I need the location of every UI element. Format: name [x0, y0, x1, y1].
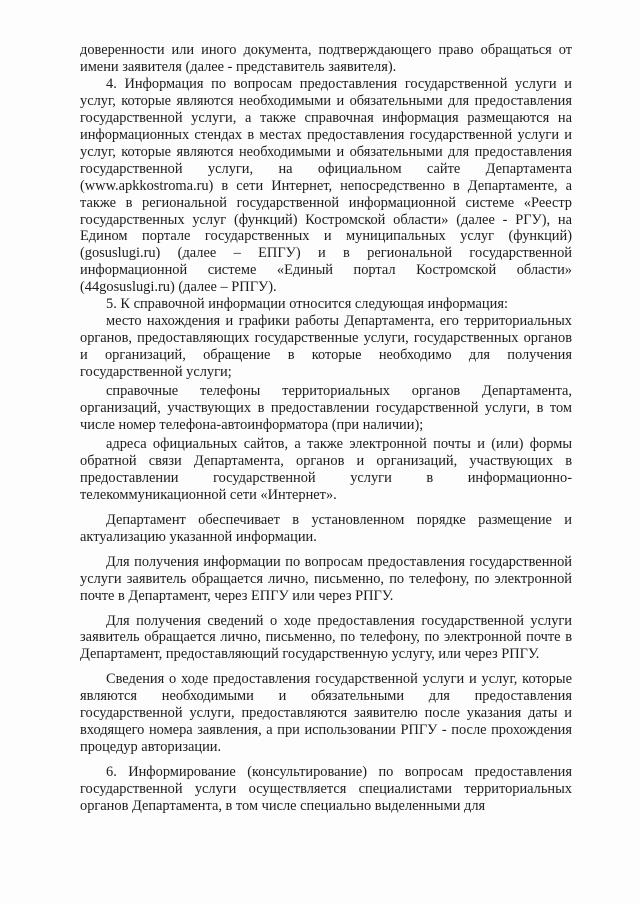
paragraph-progress-details: Сведения о ходе предоставления государственной услуги и услуг, которые являются необходимыми и обязательными для предоставления государственной услуги, предоставляются заявителю после указания даты и входящего номера заявления, а при использовании РПГУ - после прохождения процедур авторизации.	[80, 671, 572, 756]
paragraph-5-reference-info: 5. К справочной информации относится следующая информация:	[106, 296, 508, 313]
paragraph-obtaining-info: Для получения информации по вопросам предоставления государственной услуги заявитель обращается лично, письменно, по телефону, по электронной почте в Департамент, через ЕПГУ или через РПГУ.	[80, 553, 572, 604]
paragraph-department-ensures: Департамент обеспечивает в установленном порядке размещение и актуализацию указанной информации.	[80, 511, 572, 545]
paragraph-websites: адреса официальных сайтов, а также электронной почты и (или) формы обратной связи Департамента, органов и организаций, участвующих в предоставлении государственной услуги в информационно-телекоммуникационной сети «Интернет».	[80, 435, 572, 503]
paragraph-phones: справочные телефоны территориальных органов Департамента, организаций, участвующих в предоставлении государственной услуги, в том числе номер телефона-автоинформатора (при наличии);	[80, 383, 572, 433]
paragraph-representative: доверенности или иного документа, подтверждающего право обращаться от имени заявителя (далее - представитель заявителя).	[80, 42, 572, 75]
paragraph-location-schedule: место нахождения и графики работы Департамента, его территориальных органов, предоставляющих государственные услуги, государственных органов и организаций, обращение в которые необходимо для получения государственной услуги;	[80, 313, 572, 381]
paragraph-6-consulting: 6. Информирование (консультирование) по вопросам предоставления государственной услуги осуществляется специалистами территориальных органов Департамента, в том числе специально выделенными для	[80, 764, 572, 815]
paragraph-4-information-placement: 4. Информация по вопросам предоставления государственной услуги и услуг, которые являются необходимыми и обязательными для предоставления государственной услуги, а также справочная информация размещаются на информационных стендах в местах предоставления государственной услуги и услуг, которые являются необходимыми и обязательными для предоставления государственной услуги, на официальном сайте Департамента (www.apkkostroma.ru) в сети Интернет, непосредственно в Департаменте, а также в региональной государственной информационной системе «Реестр государственных услуг (функций) Костромской области» (далее - РГУ), на Едином портале государственных и муниципальных услуг (функций) (gosuslugi.ru) (далее – ЕПГУ) и в региональной государственной информационной системе «Единый портал Костромской области» (44gosuslugi.ru) (далее – РПГУ).	[80, 75, 572, 296]
paragraph-progress-info: Для получения сведений о ходе предоставления государственной услуги заявитель обращается лично, письменно, по телефону, по электронной почте в Департамент, предоставляющий государственную услугу, или через РПГУ.	[80, 612, 572, 663]
